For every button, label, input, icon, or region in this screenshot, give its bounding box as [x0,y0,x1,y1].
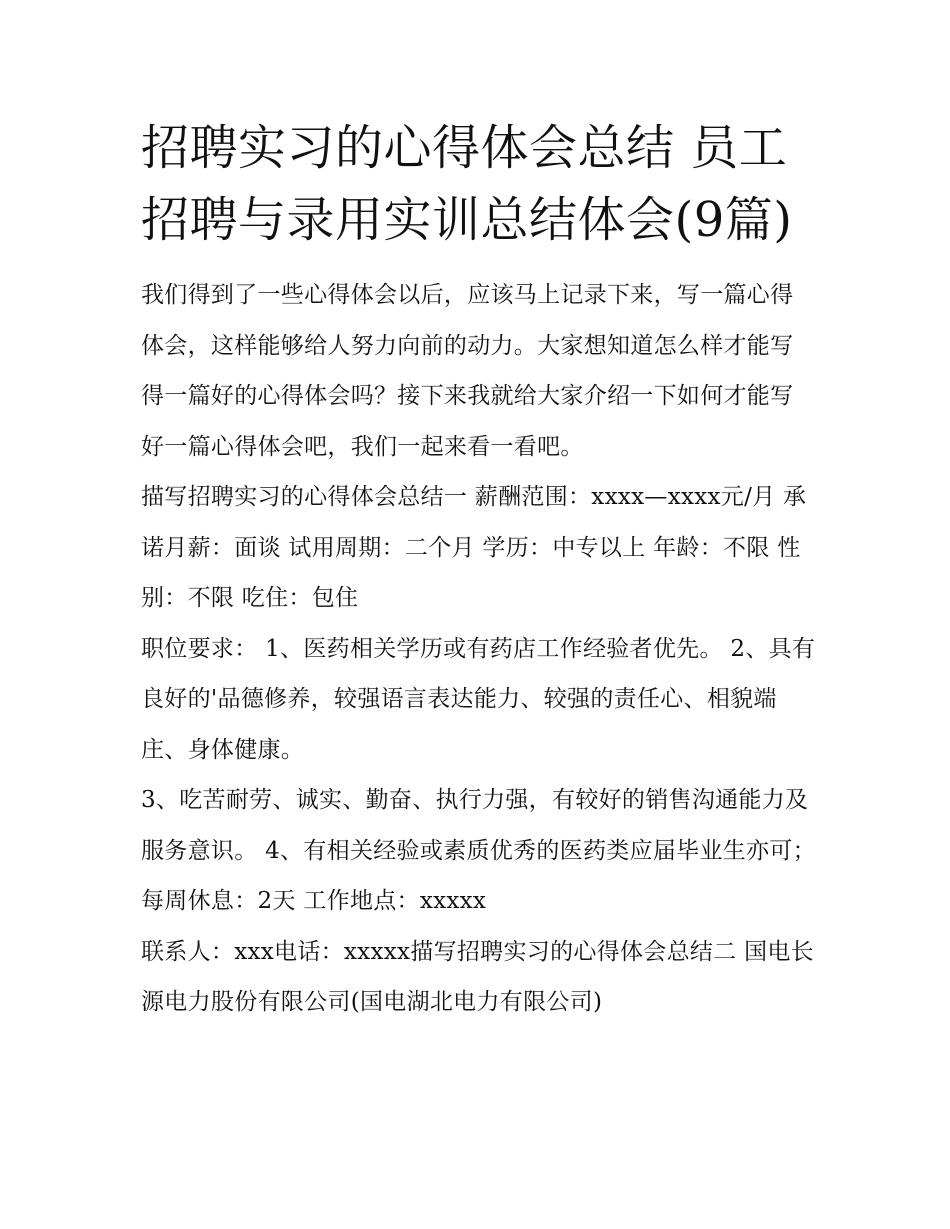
paragraph-job-requirements: 职位要求： 1、医药相关学历或有药店工作经验者优先。 2、具有良好的'品德修养，较强语言表达能力、较强的责任心、相貌端庄、身体健康。 [141,635,816,763]
paragraph-requirements-continued: 3、吃苦耐劳、诚实、勤奋、执行力强，有较好的销售沟通能力及服务意识。 4、有相关经验或素质优秀的医药类应届毕业生亦可； 每周休息：2天 工作地点：xxxxx [141,787,816,914]
document-title: 招聘实习的心得体会总结 员工招聘与录用实训总结体会(9篇) [141,120,793,248]
paragraph-salary-info: 描写招聘实习的心得体会总结一 薪酬范围：xxxx—xxxx元/月 承诺月薪：面谈 试用周期：二个月 学历：中专以上 年龄：不限 性别：不限 吃住：包住 [141,484,807,611]
paragraph-intro: 我们得到了一些心得体会以后，应该马上记录下来，写一篇心得体会，这样能够给人努力向前的动力。大家想知道怎么样才能写得一篇好的心得体会吗？接下来我就给大家介绍一下如何才能写好一篇心得体会吧，我们一起来看一看吧。 [141,282,794,460]
paragraph-contact: 联系人：xxx电话：xxxxx描写招聘实习的心得体会总结二 国电长源电力股份有限公司(国电湖北电力有限公司) [141,938,814,1015]
document-page [141,112,816,1028]
